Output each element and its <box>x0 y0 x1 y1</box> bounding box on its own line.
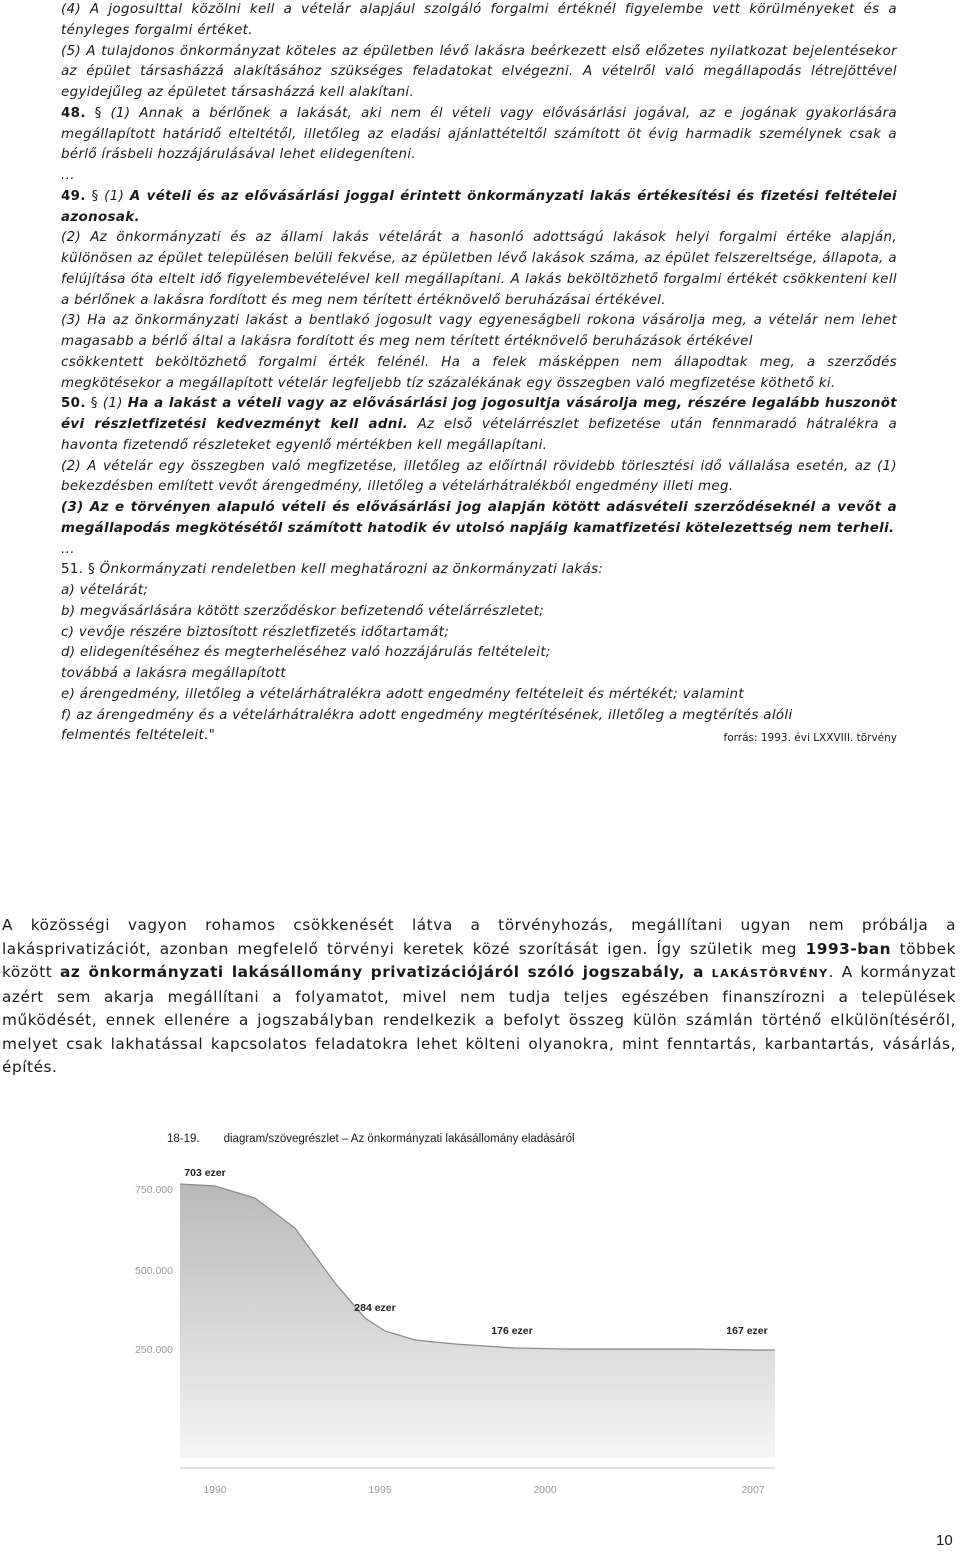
section-49-2: (2) Az önkormányzati és az állami lakás vételárát a hasonló adottságú lakások helyi forgalmi értéke alapján, különösen az épület településen belüli fekvése, az épületben lévő lakások száma, az épület felszereltsége, állapota, a felújítása óta eltelt idő figyelembevételével kell megállapítani. A lakás beköltözhető forgalmi értékét csökkenteni kell a bérlőnek a lakásra fordított és meg nem térített értéknövelő beruházásai értékével. <box>61 230 897 308</box>
section-49-p1-marker: (1) <box>104 188 125 204</box>
law-quote <box>61 0 897 749</box>
body-paragraph <box>2 914 956 1080</box>
housing-stock-chart <box>135 1168 935 1508</box>
section-51-d: d) elidegenítéséhez és megterheléséhez való hozzájárulás feltételeit; <box>61 645 551 661</box>
section-51-text: Önkormányzati rendeletben kell meghatározni az önkormányzati lakás: <box>99 562 604 578</box>
section-50-1 <box>61 394 897 456</box>
section-50-p1-rest: Az első vételárrészlet befizetése után fennmaradó hátralékra a havonta fizetendő részleteket egyenlő mértékben kell megállapítani. <box>61 417 897 453</box>
y-tick-label: 250.000 <box>135 1344 173 1356</box>
data-label: 176 ezer <box>491 1325 533 1337</box>
data-label: 284 ezer <box>354 1302 396 1314</box>
section-50-p1-bold: Ha a lakást a vételi vagy az elővásárlási jog jogosultja vásárolja meg, részére legalább huszonöt évi részletfizetési kedvezményt kell adni. <box>61 396 898 432</box>
section-50-number: 50. <box>61 396 86 412</box>
figure-caption <box>167 1133 575 1145</box>
section-51-f1: f) az árengedmény és a vételárhátralékra adott engedmény megtérítésének, illetőleg a megtérítés alóli <box>61 707 793 723</box>
section-51-number: 51. <box>61 562 84 578</box>
caption-title: diagram/szövegrészlet – Az önkormányzati lakásállomány eladásáról <box>223 1133 575 1145</box>
section-51-sign: § <box>87 562 96 578</box>
section-49-number: 49. <box>61 188 86 204</box>
section-48-text: (1) Annak a bérlőnek a lakását, aki nem él vételi vagy elővásárlási jogával, az e jogának gyakorlására megállapított határidő elteltétől, illetőleg az eladási ajánlattételtől számított öt évig harmadik személynek csak a bérlő írásbeli hozzájárulásával lehet elidegeníteni. <box>61 105 897 163</box>
section-49-p1-text: A vételi és az elővásárlási joggal érintett önkormányzati lakás értékesítési és fizetési feltételei azonosak. <box>61 188 898 225</box>
section-50-sign: § <box>90 396 98 412</box>
section-51-b: b) megvásárlására kötött szerződéskor befizetendő vételárrészletet; <box>61 603 545 619</box>
section-51-f2 <box>61 726 897 747</box>
section-49-sign: § <box>91 188 99 204</box>
body-text-3: . A kormányzat azért sem akarja megállítani a folyamatot, mivel nem tudja teljes egészében finanszírozni a települések működését, ennek ellenére a jogszabályban rendelkezik a befolyt összeg külön számlán történő elkülönítéséről, melyet csak lakhatással kapcsolatos feladatokra lehet költeni olyanokra, mint fenntartás, karbantartás, vásárlás, építés. <box>2 963 956 1076</box>
section-51-c: c) vevője részére biztosított részletfizetés időtartamát; <box>61 624 450 640</box>
y-tick-label: 750.000 <box>135 1184 173 1196</box>
section-50-2: (2) A vételár egy összegben való megfizetése, illetőleg az előírtnál rövidebb törlesztési idő vállalása esetén, az (1) bekezdésben említett vevőt árengedmény, illetőleg a vételárhátralékból engedmény illeti meg. <box>61 458 897 495</box>
caption-number: 18-19. <box>167 1133 200 1145</box>
section-49-3b: csökkentett beköltözhető forgalmi érték felénél. Ha a felek másképpen nem állapodtak meg, a szerződés megkötésekor a megállapított vételár legfeljebb tíz százalékának egy összegben való megfizetése köthető ki. <box>61 354 897 391</box>
quote-para-4: (4) A jogosulttal közölni kell a vételár alapjául szolgáló forgalmi értéknél figyelembe vett körülményeket és a tényleges forgalmi értéket. <box>61 2 897 38</box>
x-tick-label: 2000 <box>533 1484 557 1496</box>
ellipsis-2: ... <box>61 541 75 557</box>
section-51-e: e) árengedmény, illetőleg a vételárhátralékra adott engedmény feltételeit és mértékét; valamint <box>61 686 744 702</box>
section-48-sign: § <box>94 105 102 121</box>
body-law-name: LAKÁSTÖRVÉNY <box>711 967 829 980</box>
x-tick-label: 2007 <box>741 1484 765 1496</box>
body-text-2: többek között <box>2 939 956 981</box>
section-51-a: a) vételárát; <box>61 583 149 598</box>
data-label: 703 ezer <box>184 1168 226 1179</box>
section-49-1 <box>61 187 897 229</box>
x-tick-label: 1995 <box>368 1484 392 1496</box>
section-48 <box>61 104 897 166</box>
section-50-3: (3) Az e törvényen alapuló vételi és elővásárlási jog alapján kötött adásvételi szerződéseknél a vevőt a megállapodás megkötésétől számított hatodik év utolsó napjáig kamatfizetési kötelezettség nem terheli. <box>61 500 897 536</box>
section-51 <box>61 560 897 581</box>
ellipsis-1: ... <box>61 168 75 183</box>
body-text-1: A közösségi vagyon rohamos csökkenését látva a törvényhozás, megállítani ugyan nem próbálja a lakásprivatizációt, azonban megfelelő törvényi keretek közé szorítását igen. Így születik meg <box>2 916 956 958</box>
section-51-f2-text: felmentés feltételeit." <box>61 728 216 744</box>
body-bold-year: 1993-ban <box>805 939 892 958</box>
body-paragraph-text <box>2 914 956 1080</box>
body-bold-law: az önkormányzati lakásállomány privatizációjáról szóló jogszabály, a <box>60 963 704 981</box>
section-49-3a: (3) Ha az önkormányzati lakást a bentlakó jogosult vagy egyeneságbeli rokona vásárolja meg, a vételár nem lehet magasabb a bérlő által a lakásra fordított és meg nem térített értéknövelő beruházások értékével <box>61 313 897 349</box>
source-note: forrás: 1993. évi LXXVIII. törvény <box>723 732 897 745</box>
chart-area <box>180 1184 775 1458</box>
x-tick-label: 1990 <box>203 1484 227 1496</box>
section-48-number: 48. <box>61 105 86 121</box>
page-number: 10 <box>936 1532 953 1549</box>
quote-para-5: (5) A tulajdonos önkormányzat köteles az épületben lévő lakásra beérkezett első előzetes nyilatkozat bejelentésekor az épület társasházzá alakításához szükséges feladatokat elvégezni. A vételről való megállapodás létrejöttével egyidejűleg az épületet társasházzá kell alakítani. <box>61 43 897 100</box>
section-50-p1-marker: (1) <box>102 396 123 412</box>
section-51-also: továbbá a lakásra megállapított <box>61 666 286 681</box>
y-tick-label: 500.000 <box>135 1265 173 1277</box>
data-label: 167 ezer <box>726 1325 768 1337</box>
